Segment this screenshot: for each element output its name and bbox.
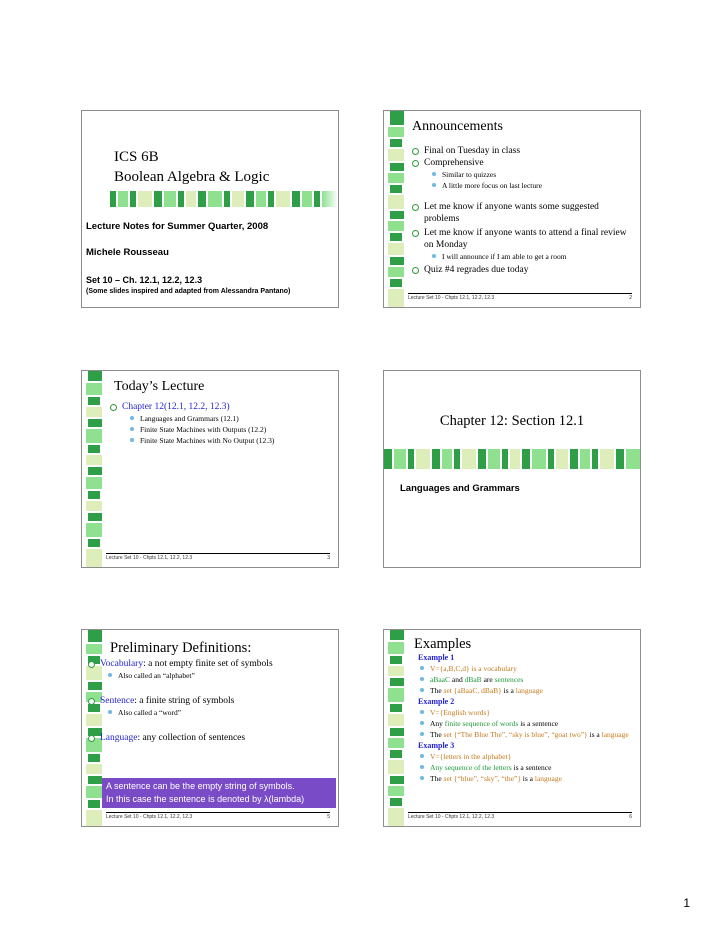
credit-line: (Some slides inspired and adapted from Alessandra Pantano) xyxy=(86,288,291,295)
set-line: Set 10 – Ch. 12.1, 12.2, 12.3 xyxy=(86,275,203,285)
example-label: Example 1 xyxy=(418,653,455,662)
list-item: I will announce if I am able to get a room xyxy=(424,251,634,262)
slide-title: Today’s Lecture xyxy=(114,379,205,394)
slide-title: Preliminary Definitions: xyxy=(110,640,252,656)
slide-footer: Lecture Set 10 - Chpts 12.1, 12.2, 12.3 5 xyxy=(106,814,330,820)
decorative-stripe xyxy=(386,630,406,826)
list-item: Sentence: a finite string of symbols Also called a “word” xyxy=(88,695,332,718)
list-item: aBaaC and dBaB are sentences xyxy=(412,674,636,685)
slide-4 xyxy=(383,370,641,568)
decorative-stripe xyxy=(384,449,640,469)
list-item: Vocabulary: a not empty finite set of symbols Also called an “alphabet” xyxy=(88,658,332,681)
list-item: Final on Tuesday in class xyxy=(412,145,634,157)
slide-6 xyxy=(383,629,641,827)
list-item: Finite State Machines with No Output (12.3) xyxy=(122,435,330,446)
slide-1 xyxy=(81,110,339,308)
list-item: The set {aBaaC, dBaB} is a language xyxy=(412,685,636,696)
author-name: Michele Rousseau xyxy=(86,247,169,258)
decorative-stripe xyxy=(82,191,338,207)
list-item: Any finite sequence of words is a sentence xyxy=(412,718,636,729)
definitions-list xyxy=(88,658,332,744)
list-item: V={letters in the alphabet} xyxy=(412,751,636,762)
list-item: Chapter 12(12.1, 12.2, 12.3) Languages and Grammars (12.1) Finite State Machines with Outputs (12.2) Finite State Machines with No Output (12.3) xyxy=(110,401,330,446)
slide-2 xyxy=(383,110,641,308)
lambda-callout: A sentence can be the empty string of symbols. In this case the sentence is denoted by λ(lambda) xyxy=(102,778,336,808)
course-subtitle: Boolean Algebra & Logic xyxy=(114,169,270,185)
announcement-list xyxy=(412,145,634,276)
slide-5 xyxy=(81,629,339,827)
slide-title: Announcements xyxy=(412,119,503,134)
section-subtitle: Languages and Grammars xyxy=(400,483,520,494)
decorative-stripe xyxy=(84,371,104,567)
section-title: Chapter 12: Section 12.1 xyxy=(439,413,585,429)
example-label: Example 2 xyxy=(418,697,455,706)
list-item: Also called an “alphabet” xyxy=(100,670,332,681)
slide-footer: Lecture Set 10 - Chpts 12.1, 12.2, 12.3 2 xyxy=(408,295,632,301)
lecture-notes-heading: Lecture Notes for Summer Quarter, 2008 xyxy=(86,221,269,232)
list-item: V={a,B,C,d} is a vocabulary xyxy=(412,663,636,674)
list-item: V={English words} xyxy=(412,707,636,718)
list-item: Let me know if anyone wants to attend a final review on Monday I will announce if I am able to get a room xyxy=(412,227,634,262)
slide-footer: Lecture Set 10 - Chpts 12.1, 12.2, 12.3 6 xyxy=(408,814,632,820)
slide-3 xyxy=(81,370,339,568)
examples-content xyxy=(412,652,636,784)
course-title: ICS 6B xyxy=(114,149,159,165)
list-item: Language: any collection of sentences xyxy=(88,732,332,744)
list-item: A little more focus on last lecture xyxy=(424,180,634,191)
lecture-topic-list xyxy=(110,401,330,448)
list-item: Similar to quizzes xyxy=(424,169,634,180)
example-label: Example 3 xyxy=(418,741,455,750)
list-item: Let me know if anyone wants some suggested problems xyxy=(412,201,634,225)
slide-footer: Lecture Set 10 - Chpts 12.1, 12.2, 12.3 3 xyxy=(106,555,330,561)
decorative-stripe xyxy=(386,111,406,307)
list-item: Any sequence of the letters is a sentence xyxy=(412,762,636,773)
list-item: The set {“The Blue The”, “sky is blue”, “goat two”} is a language xyxy=(412,729,636,740)
slide-title: Examples xyxy=(414,636,472,652)
list-item: Also called a “word” xyxy=(100,707,332,718)
list-item: Comprehensive Similar to quizzes A little more focus on last lecture xyxy=(412,157,634,191)
list-item: Languages and Grammars (12.1) xyxy=(122,413,330,424)
list-item: Quiz #4 regrades due today xyxy=(412,264,634,276)
list-item: The set {“blue”, “sky”, “the”} is a language xyxy=(412,773,636,784)
page-number: 1 xyxy=(683,896,690,910)
list-item: Finite State Machines with Outputs (12.2) xyxy=(122,424,330,435)
